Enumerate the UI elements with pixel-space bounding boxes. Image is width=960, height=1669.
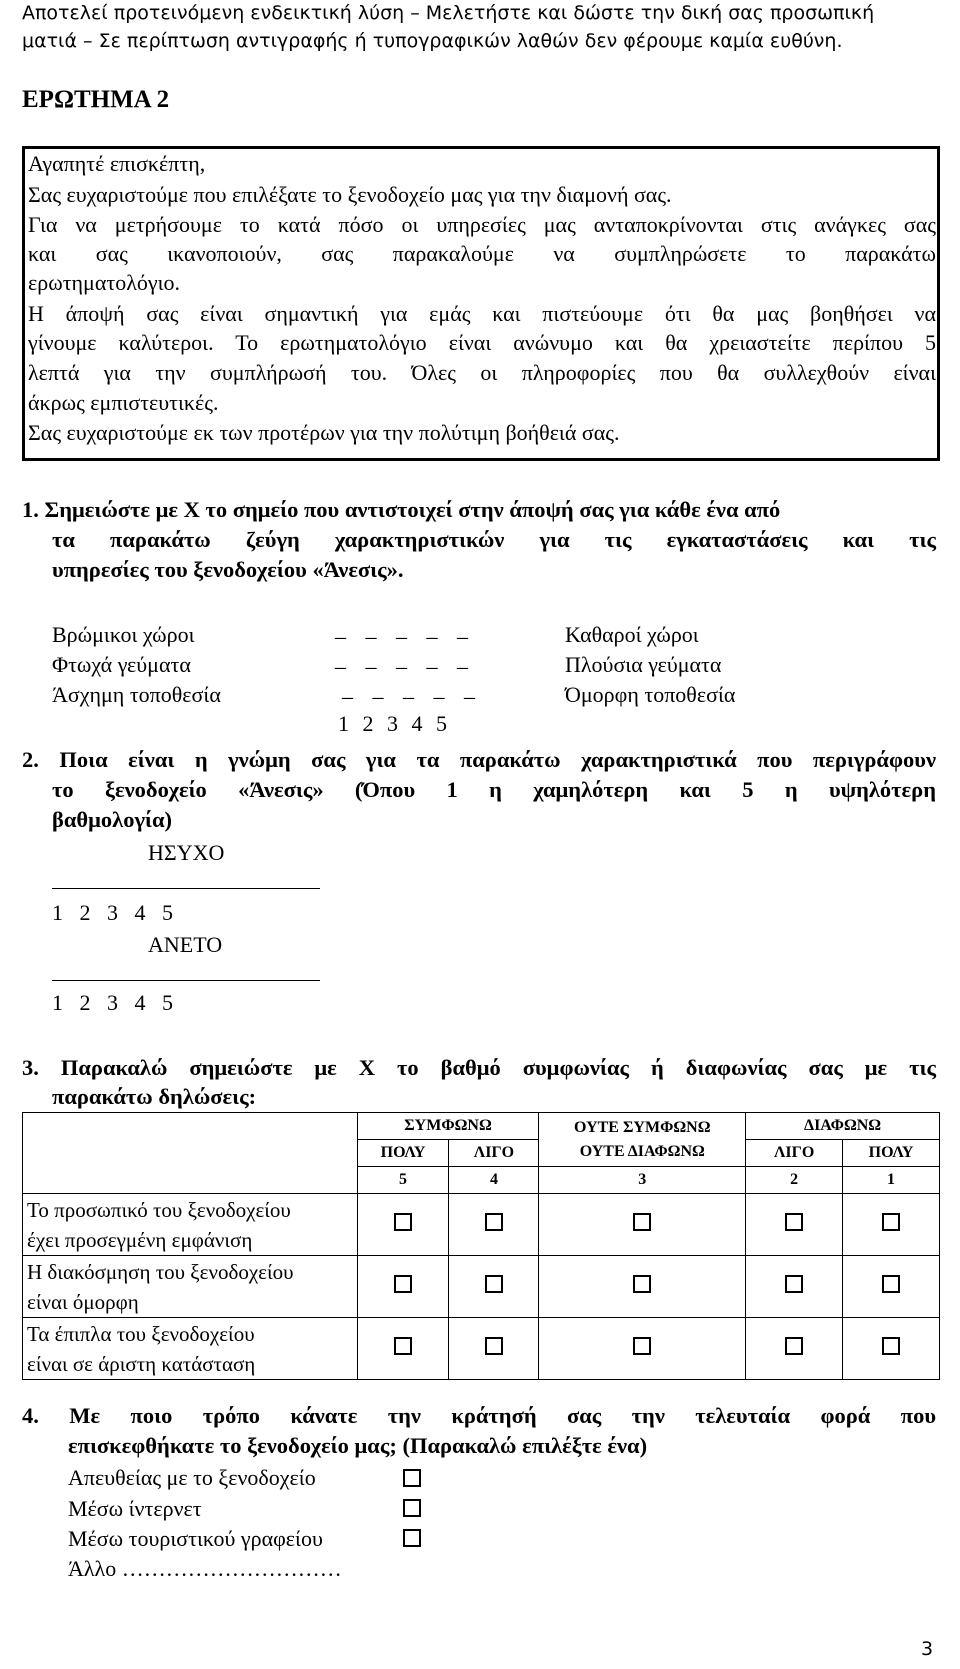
score-cell: 4 [449,1167,539,1194]
q1-blanks[interactable]: _ _ _ _ _ [335,646,468,671]
checkbox[interactable] [394,1275,412,1293]
q2-answer-line[interactable] [52,980,320,981]
header-neither-2: ΟΥΤΕ ΔΙΑΦΩΝΩ [579,1142,705,1160]
score-cell: 1 [843,1167,940,1194]
q2-item-scale: 1 2 3 4 5 [52,900,173,925]
checkbox[interactable] [394,1213,412,1231]
header-neither [539,1113,746,1167]
intro-line: άκρως εμπιστευτικές. [28,390,219,415]
statement-label [23,1256,358,1318]
statement-line: είναι σε άριστη κατάσταση [27,1351,256,1376]
page-number: 3 [921,1638,934,1660]
checkbox[interactable] [403,1529,421,1547]
q1-blanks[interactable]: _ _ _ _ _ [342,676,475,701]
intro-line: και σας ικανοποιούν, σας παρακαλούμε να συμπληρώσετε το παρακάτω [28,241,936,266]
q3-line-1: 3. Παρακαλώ σημειώστε με Χ το βαθμό συμφωνίας ή διαφωνίας σας με τις [22,1055,936,1080]
statement-label [23,1194,358,1256]
q1-line-2: τα παρακάτω ζεύγη χαρακτηριστικών για τις εγκαταστάσεις και τις [52,527,936,552]
checkbox[interactable] [485,1275,503,1293]
question-title: ΕΡΩΤΗΜΑ 2 [22,86,170,113]
q2-line-2: το ξενοδοχείο «Άνεσις» (Όπου 1 η χαμηλότερη και 5 η υψηλότερη [52,777,936,802]
header-neither-1: ΟΥΤΕ ΣΥΜΦΩΝΩ [574,1118,711,1136]
header-agree: ΣΥΜΦΩΝΩ [357,1113,539,1140]
checkbox[interactable] [403,1499,421,1517]
statement-label [23,1318,358,1380]
q4-option-label: Μέσω τουριστικού γραφείου [68,1526,323,1551]
intro-line: λεπτά για την συμπλήρωσή του. Όλες οι πληροφορίες που θα συλλεχθούν είναι [28,360,936,385]
checkbox[interactable] [633,1337,651,1355]
checkbox[interactable] [633,1275,651,1293]
disclaimer-line-2: ματιά – Σε περίπτωση αντιγραφής ή τυπογραφικών λαθών δεν φέρουμε καμία ευθύνη. [22,30,843,52]
q1-blanks[interactable]: _ _ _ _ _ [335,616,468,641]
q4-option-label: Μέσω ίντερνετ [68,1496,202,1521]
header-little: ΛΙΓΟ [746,1140,843,1167]
q2-item-label: ΑΝΕΤΟ [148,932,223,957]
table-corner [23,1113,358,1194]
q4-option-label: Απευθείας με το ξενοδοχείο [68,1465,316,1490]
header-disagree: ΔΙΑΦΩΝΩ [746,1113,940,1140]
q1-line-1: 1. Σημειώστε με Χ το σημείο που αντιστοιχεί στην άποψή σας για κάθε ένα από [22,497,781,522]
disclaimer-line-1: Αποτελεί προτεινόμενη ενδεικτική λύση – Μελετήστε και δώστε την δική σας προσωπική [22,2,875,24]
checkbox[interactable] [403,1469,421,1487]
q1-pair-left: Φτωχά γεύματα [52,652,191,677]
statement-line: Τα έπιπλα του ξενοδοχείου [27,1321,255,1346]
score-cell: 5 [357,1167,449,1194]
q2-line-1: 2. Ποια είναι η γνώμη σας για τα παρακάτω χαρακτηριστικά που περιγράφουν [22,747,936,772]
intro-line: Σας ευχαριστούμε που επιλέξατε το ξενοδοχείο μας για την διαμονή σας. [28,182,672,207]
header-little: ΛΙΓΟ [449,1140,539,1167]
header-much: ΠΟΛΥ [357,1140,449,1167]
checkbox[interactable] [882,1213,900,1231]
q1-pair-left: Βρώμικοι χώροι [52,622,195,647]
checkbox[interactable] [882,1275,900,1293]
statement-line: είναι όμορφη [27,1289,139,1314]
intro-line: Για να μετρήσουμε το κατά πόσο οι υπηρεσίες μας ανταποκρίνονται στις ανάγκες σας [28,212,936,237]
checkbox[interactable] [785,1337,803,1355]
checkbox[interactable] [485,1213,503,1231]
q1-pair-right: Καθαροί χώροι [565,622,699,647]
q2-item-scale: 1 2 3 4 5 [52,990,173,1015]
q2-item-label: ΗΣΥΧΟ [148,840,225,865]
q1-line-3: υπηρεσίες του ξενοδοχείου «Άνεσις». [52,557,404,582]
intro-line: ερωτηματολόγιο. [28,270,181,295]
checkbox[interactable] [394,1337,412,1355]
checkbox[interactable] [882,1337,900,1355]
score-cell: 3 [539,1167,746,1194]
q2-line-3: βαθμολογία) [52,807,173,832]
checkbox[interactable] [785,1275,803,1293]
statement-line: έχει προσεγμένη εμφάνιση [27,1227,253,1252]
score-cell: 2 [746,1167,843,1194]
q4-line-1: 4. Με ποιο τρόπο κάνατε την κράτησή σας την τελευταία φορά που [22,1403,936,1428]
q4-other-field[interactable]: Άλλο ………………………… [68,1556,342,1581]
intro-line: γίνουμε καλύτεροι. Το ερωτηματολόγιο είναι ανώνυμο και θα χρειαστείτε περίπου 5 [28,330,936,355]
q1-pair-right: Πλούσια γεύματα [565,652,722,677]
intro-line: Σας ευχαριστούμε εκ των προτέρων για την πολύτιμη βοήθειά σας. [28,420,620,445]
checkbox[interactable] [633,1213,651,1231]
q1-pair-left: Άσχημη τοποθεσία [52,682,221,707]
checkbox[interactable] [485,1337,503,1355]
checkbox[interactable] [785,1213,803,1231]
intro-line: Η άποψή σας είναι σημαντική για εμάς και πιστεύουμε ότι θα μας βοηθήσει να [28,301,936,326]
q1-scale: 1 2 3 4 5 [338,711,447,736]
statement-line: Το προσωπικό του ξενοδοχείου [27,1197,291,1222]
q2-answer-line[interactable] [52,888,320,889]
q4-line-2: επισκεφθήκατε το ξενοδοχείο μας; (Παρακαλώ επιλέξτε ένα) [68,1433,648,1458]
q3-line-2: παρακάτω δηλώσεις: [52,1084,257,1109]
q1-pair-right: Όμορφη τοποθεσία [565,682,736,707]
intro-line: Αγαπητέ επισκέπτη, [28,151,206,176]
header-much: ΠΟΛΥ [843,1140,940,1167]
statement-line: Η διακόσμηση του ξενοδοχείου [27,1259,294,1284]
agreement-table [22,1112,940,1380]
